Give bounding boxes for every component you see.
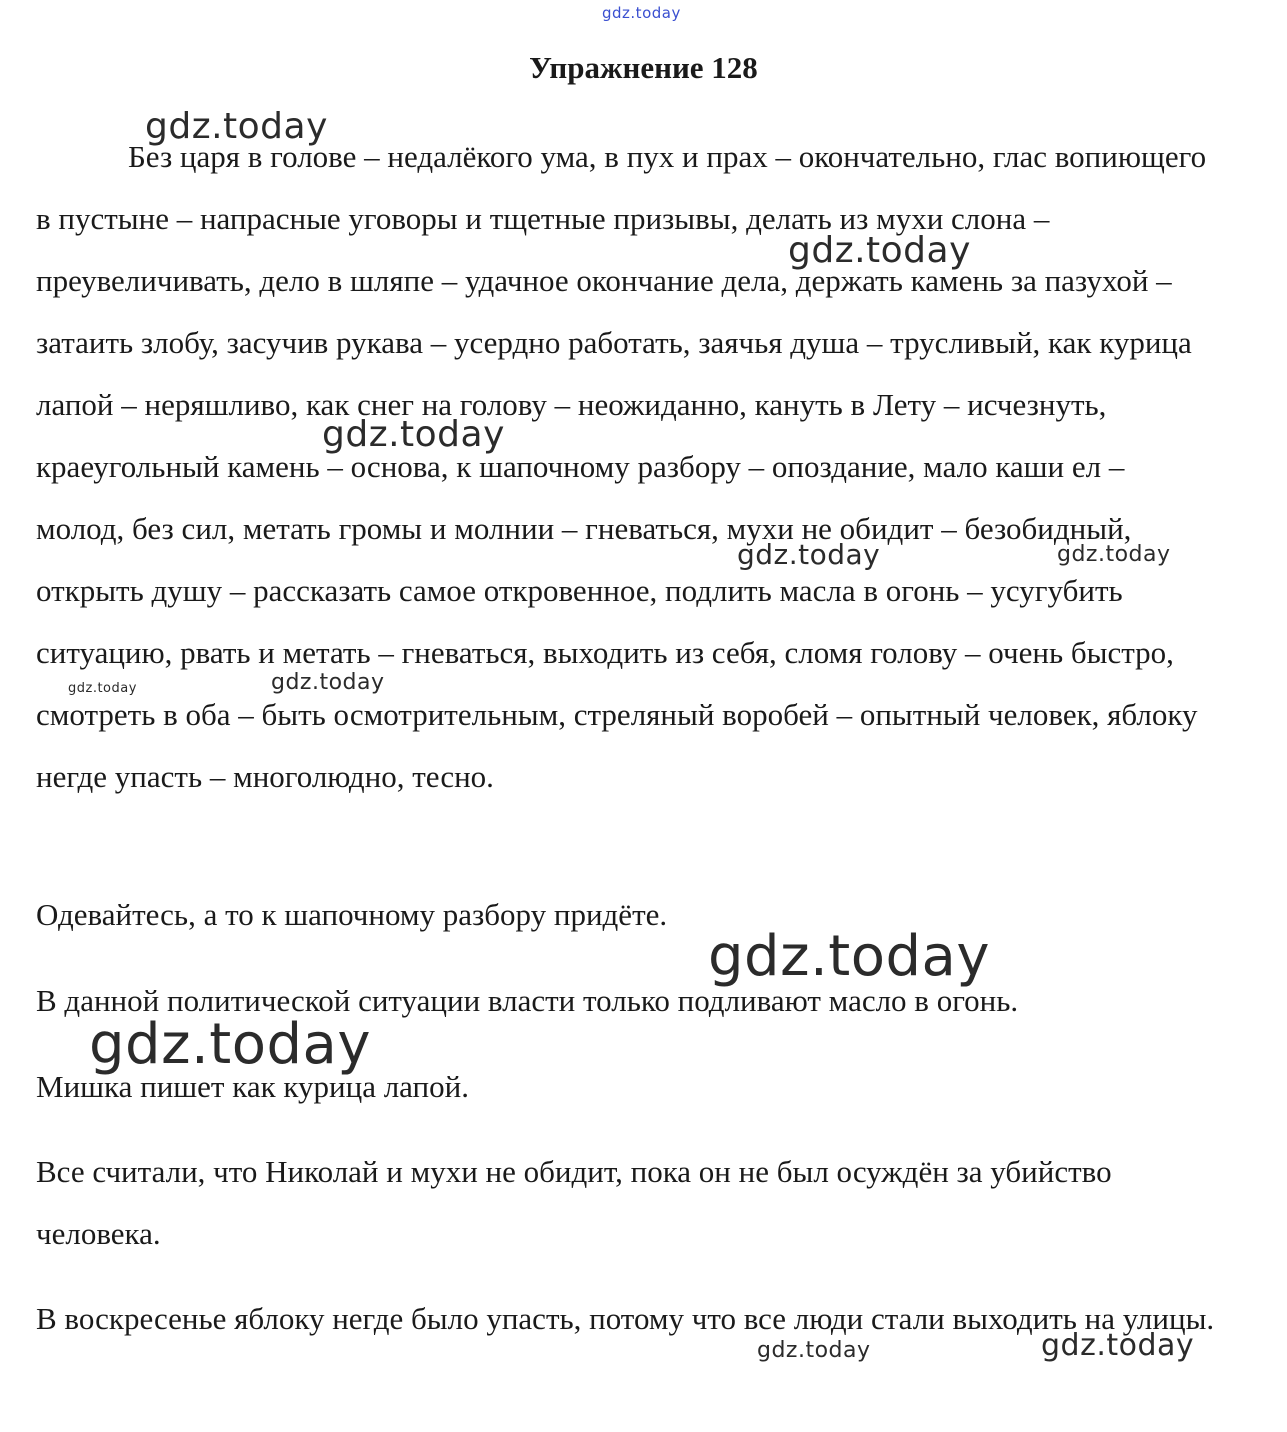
watermark: gdz.today (271, 670, 385, 695)
watermark: gdz.today (145, 106, 328, 147)
exercise-title: Упражнение 128 (529, 50, 758, 85)
paragraph-example-4: Все считали, что Николай и мухи не обидит, пока он не был осуждён за убийство человека. (36, 1154, 1112, 1251)
paragraph-example-1: Одевайтесь, а то к шапочному разбору придёте. (36, 897, 668, 932)
watermark: gdz.today (322, 414, 505, 455)
paragraph-example-2: В данной политической ситуации власти только подливают масло в огонь. (36, 983, 1019, 1018)
watermark: gdz.today (1057, 542, 1171, 567)
watermark: gdz.today (737, 538, 881, 571)
watermark-top: gdz.today (602, 4, 681, 22)
paragraph-example-3: Мишка пишет как курица лапой. (36, 1069, 469, 1104)
watermark: gdz.today (68, 681, 137, 696)
paragraph-main: Без царя в голове – недалёкого ума, в пух и прах – окончательно, глас вопиющего в пустыне – напрасные уговоры и тщетные призывы, делать из мухи слона – преувеличивать, дело в шляпе – удачное окончание дела, держать камень за пазухой – затаить злобу, засучив рукава – усердно работать, заячья душа – трусливый, как курица лапой – неряшливо, как снег на голову – неожиданно, кануть в Лету – исчезнуть, краеугольный камень – основа, к шапочному разбору – опоздание, мало каши ел – молод, без сил, метать громы и молнии – гневаться, мухи не обидит – безобидный, открыть душу – рассказать самое откровенное, подлить масла в огонь – усугубить ситуацию, рвать и метать – гневаться, выходить из себя, сломя голову – очень быстро, смотреть в оба – быть осмотрительным, стреляный воробей – опытный человек, яблоку негде упасть – многолюдно, тесно. (36, 139, 1207, 794)
watermark: gdz.today (757, 1338, 871, 1363)
watermark: gdz.today (708, 924, 991, 989)
watermark: gdz.today (1041, 1328, 1195, 1363)
watermark: gdz.today (89, 1012, 372, 1077)
watermark: gdz.today (788, 230, 971, 271)
paragraph-example-5: В воскресенье яблоку негде было упасть, потому что все люди стали выходить на улицы. (36, 1301, 1215, 1336)
